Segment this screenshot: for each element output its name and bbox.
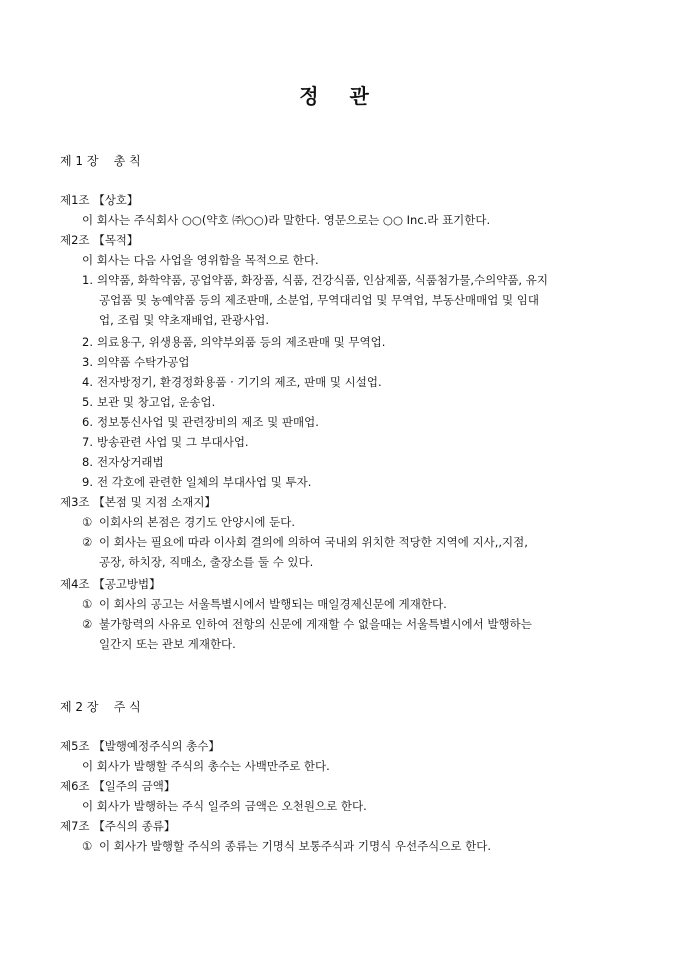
article-2-item-8	[82, 454, 164, 470]
item-number: 8.	[82, 455, 93, 469]
item-number: ①	[82, 839, 93, 853]
item-text: 이 회사가 발행할 주식의 종류는 기명식 보통주식과 기명식 우선주식으로 한다.	[99, 839, 492, 853]
item-text: 전자상거래법	[97, 455, 164, 469]
article-4-item-2-line-2: 일간지 또는 관보 게재한다.	[99, 637, 236, 651]
item-text: 전자방정기, 환경정화용품 · 기기의 제조, 판매 및 시설업.	[97, 375, 382, 389]
item-number: 5.	[82, 395, 93, 409]
document-title: 정 관	[299, 84, 381, 108]
item-number: 4.	[82, 375, 93, 389]
article-3-heading: 제3조 【본점 및 지점 소재지】	[60, 495, 217, 509]
article-2-item-9	[82, 474, 311, 490]
article-2-heading: 제2조 【목적】	[60, 233, 139, 247]
item-text-line-1: 이 회사는 필요에 따라 이사회 결의에 의하여 국내외 위치한 적당한 지역에 지사,,지점,	[99, 535, 528, 549]
item-text: 이회사의 본점은 경기도 안양시에 둔다.	[99, 515, 296, 529]
item-number: ②	[82, 617, 93, 631]
article-3-item-1	[82, 514, 295, 530]
item-number: 3.	[82, 355, 93, 369]
item-number: 6.	[82, 415, 93, 429]
article-1-text: 이 회사는 주식회사 ○○(약호 ㈜○○)라 말한다. 영문으로는 ○○ Inc.라 표기한다.	[82, 213, 491, 227]
article-3-item-2-line-2: 공장, 하치장, 직매소, 출장소를 둘 수 있다.	[99, 555, 314, 569]
item-text: 이 회사의 공고는 서울특별시에서 발행되는 매일경제신문에 게재한다.	[99, 597, 447, 611]
item-number: ①	[82, 597, 93, 611]
article-6-heading: 제6조 【일주의 금액】	[60, 779, 176, 793]
article-2-item-7	[82, 434, 249, 450]
item-text-line-1: 의약품, 화학약품, 공업약품, 화장품, 식품, 건강식품, 인삼제품, 식품첨가물,수의약품, 유지	[97, 273, 548, 287]
article-5-text: 이 회사가 발행할 주식의 총수는 사백만주로 한다.	[82, 759, 330, 773]
chapter-1-heading: 제 1 장 총 칙	[60, 154, 141, 168]
chapter-2-heading: 제 2 장 주 식	[60, 700, 141, 714]
article-2-item-1-line-2: 공업품 및 농예약품 등의 제조판매, 소분업, 무역대리업 및 무역업, 부동산매매업 및 임대	[99, 293, 539, 307]
article-7-heading: 제7조 【주식의 종류】	[60, 819, 176, 833]
article-2-item-3	[82, 354, 190, 370]
article-2-item-5	[82, 394, 215, 410]
article-2-item-1-line-3: 업, 조립 및 약초재배업, 관광사업.	[99, 313, 270, 327]
article-2-intro: 이 회사는 다음 사업을 영위함을 목적으로 한다.	[82, 253, 319, 267]
article-2-item-4	[82, 374, 382, 390]
item-text: 의약품 수탁가공업	[97, 355, 190, 369]
article-1-heading: 제1조 【상호】	[60, 193, 139, 207]
item-text: 전 각호에 관련한 일체의 부대사업 및 투자.	[97, 475, 312, 489]
item-number: ①	[82, 515, 93, 529]
article-5-heading: 제5조 【발행예정주식의 총수】	[60, 739, 220, 753]
item-number: 7.	[82, 435, 93, 449]
item-text: 정보통신사업 및 관련장비의 제조 및 판매업.	[97, 415, 319, 429]
item-text-line-1: 불가항력의 사유로 인하여 전항의 신문에 게재할 수 없을때는 서울특별시에서 발행하는	[99, 617, 532, 631]
item-number: ②	[82, 535, 93, 549]
article-2-item-6	[82, 414, 319, 430]
article-6-text: 이 회사가 발행하는 주식 일주의 금액은 오천원으로 한다.	[82, 799, 367, 813]
article-2-item-2	[82, 334, 385, 350]
article-4-heading: 제4조 【공고방법】	[60, 577, 161, 591]
item-text: 의료용구, 위생용품, 의약부외품 등의 제조판매 및 무역업.	[97, 335, 386, 349]
item-number: 2.	[82, 335, 93, 349]
article-2-item-1	[82, 272, 622, 288]
article-4-item-2	[82, 616, 532, 632]
article-4-item-1	[82, 596, 447, 612]
item-text: 보관 및 창고업, 운송업.	[97, 395, 216, 409]
article-3-item-2	[82, 534, 528, 550]
article-7-item-1	[82, 838, 491, 854]
item-number: 9.	[82, 475, 93, 489]
item-text: 방송관련 사업 및 그 부대사업.	[97, 435, 249, 449]
item-number: 1.	[82, 273, 93, 287]
